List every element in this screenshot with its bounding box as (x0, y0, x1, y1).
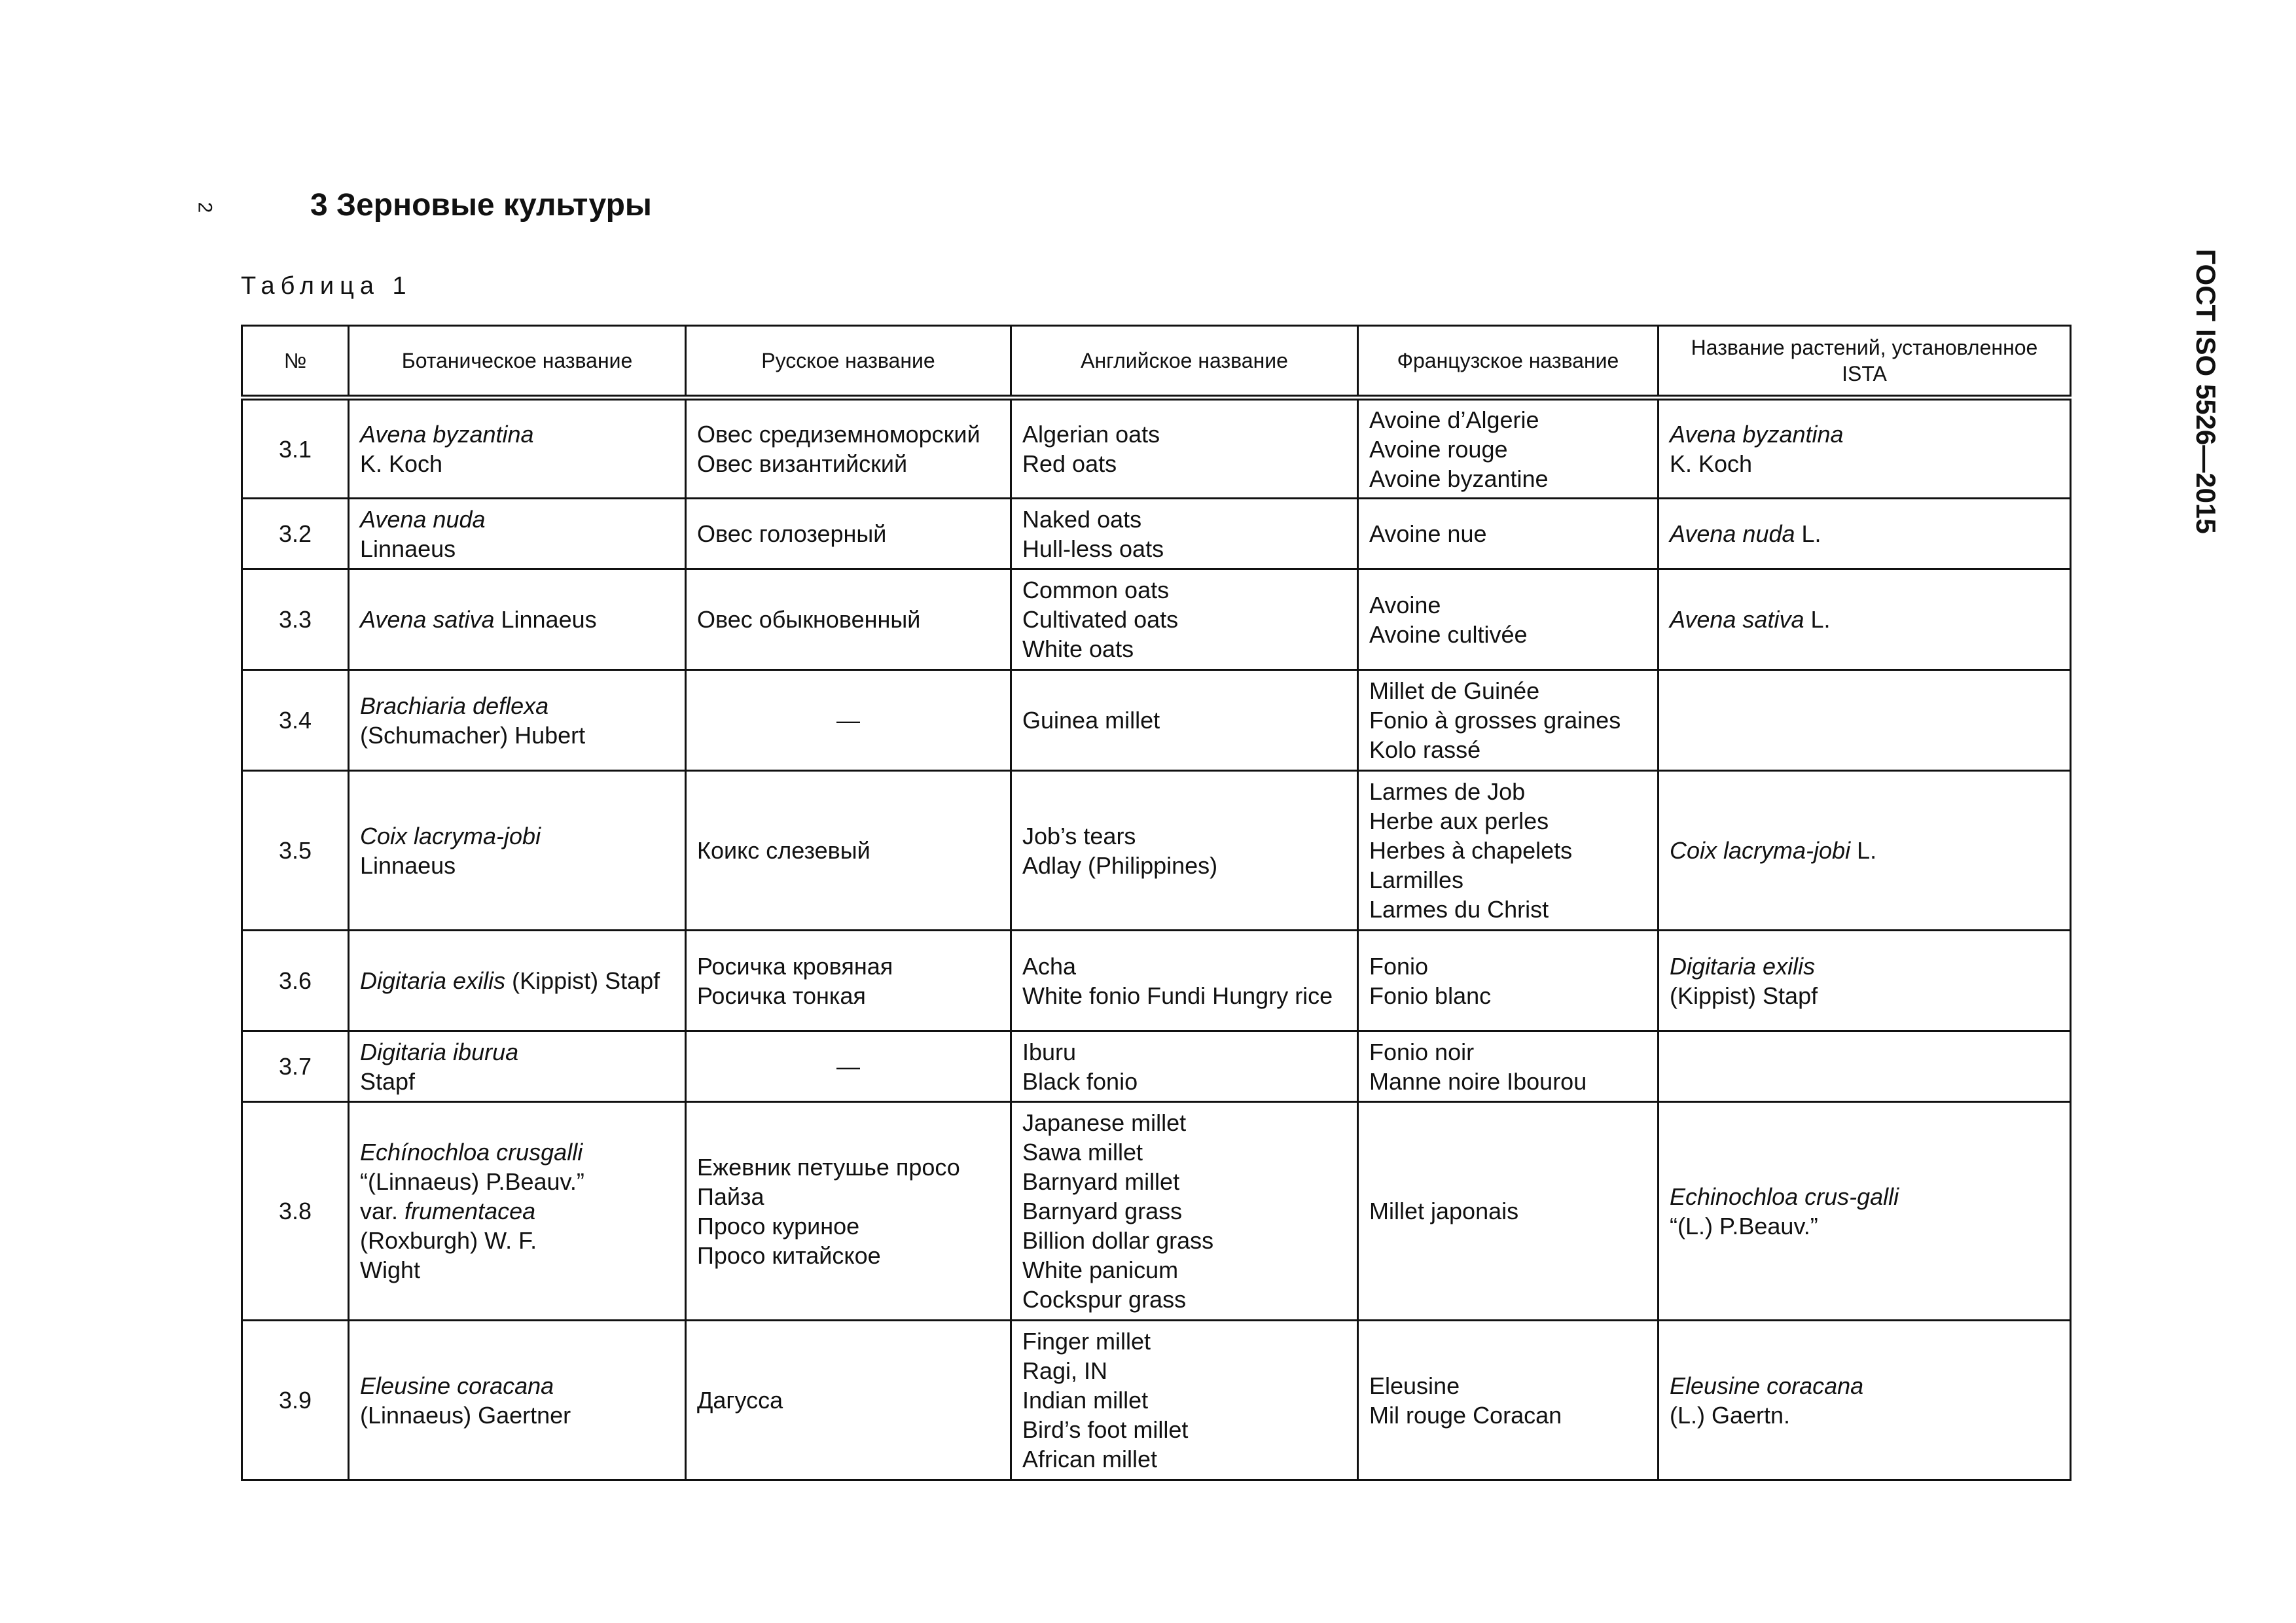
cell-line: Коикс слезевый (697, 837, 870, 864)
cell-line: Finger millet (1022, 1328, 1151, 1355)
english-name-cell (1011, 931, 1358, 1031)
cell-line: — (836, 1053, 860, 1080)
row-number: 3.9 (242, 1321, 349, 1480)
french-name-cell (1358, 499, 1659, 569)
ista-name-cell (1659, 1102, 2071, 1321)
cell-line (360, 419, 674, 449)
cell-line (360, 1371, 674, 1400)
cell-line: Просо куриное (697, 1212, 860, 1240)
cell-line (360, 1167, 674, 1196)
table-row (242, 398, 2071, 499)
cell-line (360, 721, 674, 750)
cell-line: Ragi, IN (1022, 1357, 1108, 1384)
cell-line: Ежевник петушье просо (697, 1153, 960, 1181)
cell-line (360, 1067, 674, 1096)
cell-line: Larmes du Christ (1369, 896, 1549, 923)
row-number: 3.4 (242, 670, 349, 771)
cell-line (360, 691, 674, 721)
french-name-cell (1358, 670, 1659, 771)
french-name-cell (1358, 771, 1659, 931)
section-title: 3 Зерновые культуры (310, 188, 652, 223)
italic-taxon: Echínochloa crusgalli (360, 1139, 583, 1166)
cell-line (360, 821, 674, 851)
cell-line: Овес византийский (697, 450, 908, 477)
cell-line (360, 605, 674, 634)
cell-line: Guinea millet (1022, 707, 1160, 734)
table-row (242, 499, 2071, 569)
italic-taxon: Avena sativa (360, 606, 495, 633)
cell-line: Mil rouge Coracan (1369, 1401, 1562, 1429)
table-row (242, 670, 2071, 771)
cell-line: White fonio Fundi Hungry rice (1022, 982, 1333, 1009)
cell-line (1670, 419, 2059, 449)
cell-line (360, 505, 674, 534)
cell-line: Fonio noir (1369, 1038, 1475, 1065)
cell-line: Fonio à grosses graines (1369, 707, 1621, 734)
cell-line: Просо китайское (697, 1241, 881, 1269)
author-text: K. Koch (360, 450, 443, 477)
author-text: L. (1795, 520, 1821, 547)
ista-name-cell (1659, 771, 2071, 931)
cell-line: White oats (1022, 635, 1134, 662)
italic-taxon: Echinochloa crus-galli (1670, 1183, 1899, 1210)
cell-line: Kolo rassé (1369, 736, 1481, 763)
cell-line: Job’s tears (1022, 822, 1136, 849)
row-number: 3.5 (242, 771, 349, 931)
table-row (242, 771, 2071, 931)
russian-name-cell (686, 1102, 1011, 1321)
cell-line (360, 1037, 674, 1067)
cell-line: Дагусса (697, 1387, 783, 1414)
author-text: (Schumacher) Hubert (360, 721, 586, 749)
italic-taxon: Avena sativa (1670, 606, 1804, 633)
italic-taxon: Digitaria exilis (360, 967, 506, 994)
cell-line: Hull-less oats (1022, 535, 1164, 562)
russian-name-cell (686, 771, 1011, 931)
cell-line: Avoine byzantine (1369, 465, 1549, 492)
russian-name-cell (686, 398, 1011, 499)
english-name-cell (1011, 1102, 1358, 1321)
table-row (242, 1321, 2071, 1480)
russian-name-cell (686, 569, 1011, 670)
cell-line (360, 1400, 674, 1430)
row-number: 3.8 (242, 1102, 349, 1321)
cell-line (1670, 605, 2059, 634)
cell-line (360, 1137, 674, 1167)
author-text: Linnaeus (494, 606, 597, 633)
italic-taxon: Avena nuda (360, 505, 486, 533)
row-number: 3.7 (242, 1031, 349, 1102)
header-english-name: Английское название (1011, 326, 1358, 398)
author-text: K. Koch (1670, 450, 1753, 477)
cell-line: Herbes à chapelets (1369, 837, 1573, 864)
english-name-cell (1011, 670, 1358, 771)
cell-line: Овес обыкновенный (697, 606, 921, 633)
cell-line: — (836, 707, 860, 734)
english-name-cell (1011, 1031, 1358, 1102)
botanical-name-cell (349, 670, 686, 771)
cell-line (360, 534, 674, 563)
author-text: Stapf (360, 1067, 416, 1095)
ista-name-cell (1659, 569, 2071, 670)
author-text: “(Linnaeus) P.Beauv.” (360, 1168, 584, 1195)
italic-taxon: Digitaria exilis (1670, 952, 1816, 980)
cell-line: Avoine rouge (1369, 435, 1508, 463)
cell-line (360, 1255, 674, 1285)
botanical-name-cell (349, 569, 686, 670)
ista-name-cell (1659, 670, 2071, 771)
cell-line: Black fonio (1022, 1067, 1138, 1095)
english-name-cell (1011, 499, 1358, 569)
author-text: (L.) Gaertn. (1670, 1401, 1791, 1429)
cell-line: White panicum (1022, 1257, 1179, 1283)
header-french-name: Французское название (1358, 326, 1659, 398)
author-text: L. (1850, 837, 1877, 864)
page-number: 2 (194, 202, 216, 213)
french-name-cell (1358, 931, 1659, 1031)
italic-taxon: Coix lacryma-jobi (360, 822, 541, 849)
cell-line: Algerian oats (1022, 421, 1160, 448)
ista-name-cell (1659, 499, 2071, 569)
author-text: (Roxburgh) W. F. (360, 1227, 537, 1254)
cell-line: Naked oats (1022, 505, 1142, 533)
botanical-name-cell (349, 771, 686, 931)
header-botanical-name: Ботаническое название (349, 326, 686, 398)
cell-line: Cultivated oats (1022, 606, 1179, 633)
cell-line: Fonio (1369, 952, 1429, 980)
cell-line: Barnyard millet (1022, 1168, 1180, 1195)
cell-line: Cockspur grass (1022, 1286, 1187, 1313)
document-code: ГОСТ ISO 5526—2015 (2191, 249, 2221, 534)
russian-name-cell (686, 499, 1011, 569)
italic-taxon: Coix lacryma-jobi (1670, 837, 1851, 864)
header-ista-name: Название растений, установленное ISTA (1659, 326, 2071, 398)
crops-table (241, 325, 2072, 1481)
row-number: 3.3 (242, 569, 349, 670)
cell-line: Avoine nue (1369, 520, 1487, 547)
cell-line (360, 966, 674, 995)
russian-name-cell (686, 1321, 1011, 1480)
cell-line: Japanese millet (1022, 1109, 1187, 1136)
french-name-cell (1358, 1321, 1659, 1480)
row-number: 3.6 (242, 931, 349, 1031)
cell-line: Millet de Guinée (1369, 677, 1540, 704)
cell-line: Овес средиземноморский (697, 421, 980, 448)
author-text: Linnaeus (360, 535, 456, 562)
russian-name-cell (686, 931, 1011, 1031)
cell-line (1670, 1211, 2059, 1241)
row-number: 3.2 (242, 499, 349, 569)
cell-line: Manne noire Ibourou (1369, 1067, 1587, 1095)
cell-line: Larmilles (1369, 866, 1464, 893)
cell-line (1670, 836, 2059, 865)
italic-taxon: Eleusine coracana (360, 1372, 554, 1399)
cell-line: Iburu (1022, 1038, 1077, 1065)
table-header-row (242, 326, 2071, 398)
cell-line: Avoine cultivée (1369, 620, 1528, 648)
header-number: № (242, 326, 349, 398)
botanical-name-cell (349, 931, 686, 1031)
italic-taxon: Digitaria iburua (360, 1038, 519, 1065)
table-body (242, 398, 2071, 1480)
line-prefix: var. (360, 1198, 405, 1224)
cell-line: Avoine (1369, 591, 1441, 618)
cell-line (1670, 1400, 2059, 1430)
cell-line: Billion dollar grass (1022, 1227, 1214, 1254)
cell-line: Acha (1022, 952, 1077, 980)
author-text: (Kippist) Stapf (505, 967, 660, 994)
french-name-cell (1358, 1031, 1659, 1102)
cell-line (1670, 1371, 2059, 1400)
cell-line: Росичка кровяная (697, 952, 893, 980)
ista-name-cell (1659, 1031, 2071, 1102)
cell-line: Herbe aux perles (1369, 808, 1549, 834)
cell-line (360, 1226, 674, 1255)
italic-taxon: frumentacea (404, 1198, 536, 1224)
italic-taxon: Avena nuda (1670, 520, 1795, 547)
french-name-cell (1358, 569, 1659, 670)
cell-line: Common oats (1022, 577, 1170, 603)
cell-line: Sawa millet (1022, 1139, 1143, 1166)
english-name-cell (1011, 771, 1358, 931)
cell-line: Millet japonais (1369, 1198, 1519, 1224)
cell-line: Red oats (1022, 450, 1117, 477)
cell-line: Eleusine (1369, 1372, 1460, 1399)
cell-line (360, 449, 674, 478)
author-text: “(L.) P.Beauv.” (1670, 1212, 1818, 1240)
cell-line: Barnyard grass (1022, 1198, 1183, 1224)
french-name-cell (1358, 398, 1659, 499)
cell-line: Fonio blanc (1369, 982, 1492, 1009)
table-caption: Таблица 1 (241, 272, 412, 300)
author-text: Linnaeus (360, 851, 456, 879)
header-russian-name: Русское название (686, 326, 1011, 398)
cell-line: Пайза (697, 1183, 764, 1210)
cell-line (1670, 1182, 2059, 1211)
english-name-cell (1011, 569, 1358, 670)
cell-line (360, 851, 674, 880)
cell-line (1670, 519, 2059, 548)
italic-taxon: Avena byzantina (360, 421, 534, 448)
row-number: 3.1 (242, 398, 349, 499)
botanical-name-cell (349, 499, 686, 569)
table-row (242, 931, 2071, 1031)
botanical-name-cell (349, 1102, 686, 1321)
botanical-name-cell (349, 1031, 686, 1102)
ista-name-cell (1659, 931, 2071, 1031)
cell-line: Larmes de Job (1369, 778, 1526, 805)
author-text: Wight (360, 1257, 421, 1283)
table-row (242, 1102, 2071, 1321)
author-text: L. (1804, 606, 1831, 633)
table-row (242, 1031, 2071, 1102)
cell-line: Овес голозерный (697, 520, 887, 547)
english-name-cell (1011, 398, 1358, 499)
russian-name-cell (686, 1031, 1011, 1102)
author-text: (Kippist) Stapf (1670, 982, 1818, 1009)
cell-line: Indian millet (1022, 1387, 1149, 1414)
italic-taxon: Avena byzantina (1670, 421, 1844, 448)
ista-name-cell (1659, 398, 2071, 499)
botanical-name-cell (349, 398, 686, 499)
cell-line: Avoine d’Algerie (1369, 406, 1539, 433)
russian-name-cell (686, 670, 1011, 771)
table-row (242, 569, 2071, 670)
author-text: (Linnaeus) Gaertner (360, 1401, 571, 1429)
cell-line (1670, 449, 2059, 478)
botanical-name-cell (349, 1321, 686, 1480)
cell-line: African millet (1022, 1446, 1158, 1472)
italic-taxon: Brachiaria deflexa (360, 692, 549, 719)
cell-line: Adlay (Philippines) (1022, 851, 1218, 879)
cell-line (360, 1196, 674, 1226)
italic-taxon: Eleusine coracana (1670, 1372, 1864, 1399)
cell-line: Bird’s foot millet (1022, 1416, 1189, 1443)
ista-name-cell (1659, 1321, 2071, 1480)
cell-line: Росичка тонкая (697, 982, 866, 1009)
english-name-cell (1011, 1321, 1358, 1480)
cell-line (1670, 981, 2059, 1010)
cell-line (1670, 952, 2059, 981)
french-name-cell (1358, 1102, 1659, 1321)
